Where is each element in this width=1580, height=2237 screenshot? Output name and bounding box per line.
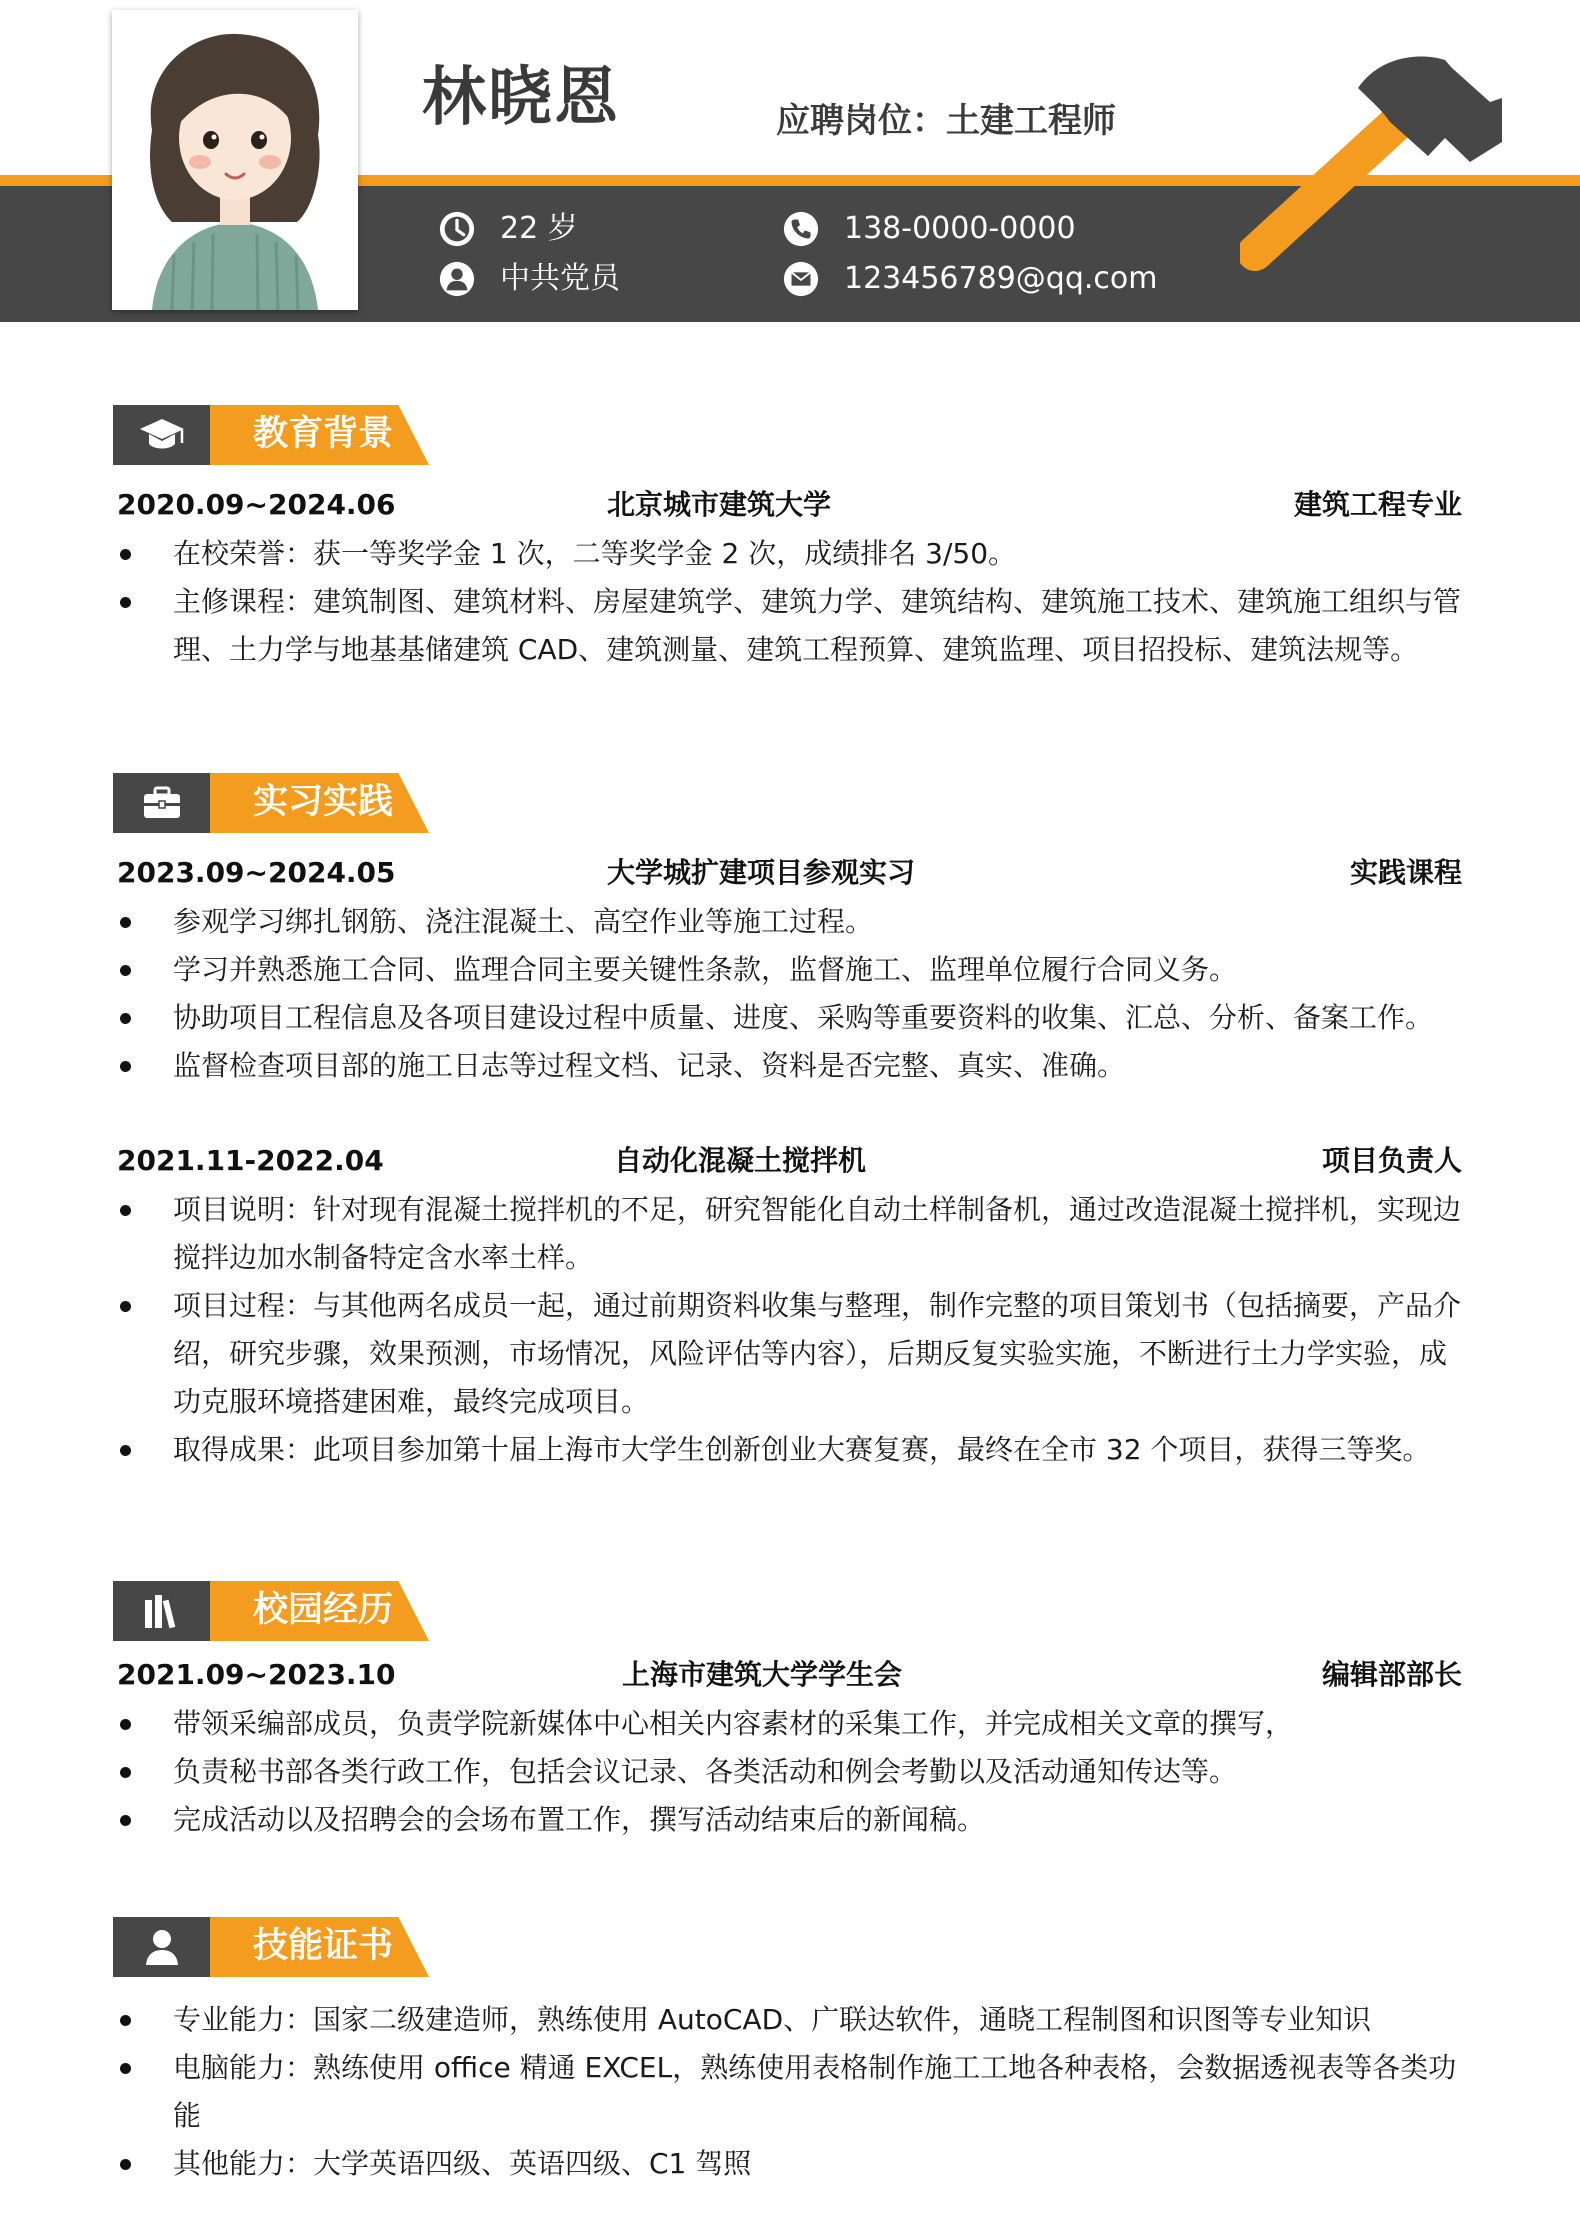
list-item: 协助项目工程信息及各项目建设过程中质量、进度、采购等重要资料的收集、汇总、分析、备案工作。 xyxy=(117,994,1472,1042)
list-item: 项目说明：针对现有混凝土搅拌机的不足，研究智能化自动土样制备机，通过改造混凝土搅拌机，实现边搅拌边加水制备特定含水率土样。 xyxy=(117,1186,1472,1282)
internship-role: 实践课程 xyxy=(1349,856,1462,889)
job-target: 应聘岗位：土建工程师 xyxy=(776,101,1116,141)
graduation-cap-icon xyxy=(138,415,186,455)
project-role: 项目负责人 xyxy=(1321,1144,1462,1177)
skills-heading xyxy=(113,1917,429,1977)
campus-period: 2021.09~2023.10 xyxy=(117,1658,396,1691)
list-item: 其他能力：大学英语四级、英语四级、C1 驾照 xyxy=(117,2140,1472,2188)
list-item: 主修课程：建筑制图、建筑材料、房屋建筑学、建筑力学、建筑结构、建筑施工技术、建筑施工组织与管理、土力学与地基基储建筑 CAD、建筑测量、建筑工程预算、建筑监理、项目招投标、建筑法规等。 xyxy=(117,578,1472,674)
education-heading xyxy=(113,405,429,465)
education-bullets xyxy=(117,530,1472,674)
list-item: 在校荣誉：获一等奖学金 1 次，二等奖学金 2 次，成绩排名 3/50。 xyxy=(117,530,1472,578)
list-item: 负责秘书部各类行政工作，包括会议记录、各类活动和例会考勤以及活动通知传达等。 xyxy=(117,1748,1472,1796)
campus-org: 上海市建筑大学学生会 xyxy=(622,1658,903,1691)
age-text: 22 岁 xyxy=(500,211,578,246)
campus-role: 编辑部部长 xyxy=(1321,1658,1462,1691)
avatar-illustration xyxy=(112,10,358,310)
education-entry-row xyxy=(117,487,1462,523)
project-name: 自动化混凝土搅拌机 xyxy=(614,1144,867,1177)
briefcase-icon xyxy=(142,785,182,821)
books-icon xyxy=(142,1592,182,1630)
skills-title: 技能证书 xyxy=(253,1926,394,1966)
internship-title: 实习实践 xyxy=(253,782,394,822)
clock-icon xyxy=(438,210,476,248)
phone-info xyxy=(782,210,1076,248)
project-bullets xyxy=(117,1186,1472,1474)
person-icon xyxy=(142,1927,182,1967)
phone-icon xyxy=(782,210,820,248)
list-item: 学习并熟悉施工合同、监理合同主要关键性条款，监督施工、监理单位履行合同义务。 xyxy=(117,946,1472,994)
list-item: 电脑能力：熟练使用 office 精通 EXCEL，熟练使用表格制作施工工地各种表格，会数据透视表等各类功能 xyxy=(117,2044,1472,2140)
email-text: 123456789@qq.com xyxy=(844,261,1158,296)
email-info xyxy=(782,260,1157,298)
resume-header xyxy=(0,0,1580,322)
internship-entry-row xyxy=(117,855,1462,891)
list-item: 带领采编部成员，负责学院新媒体中心相关内容素材的采集工作，并完成相关文章的撰写， xyxy=(117,1700,1472,1748)
phone-text: 138-0000-0000 xyxy=(844,211,1076,246)
mail-icon xyxy=(782,260,820,298)
internship-org: 大学城扩建项目参观实习 xyxy=(607,856,916,889)
candidate-name: 林晓恩 xyxy=(422,61,620,135)
campus-icon-box xyxy=(113,1581,210,1641)
list-item: 监督检查项目部的施工日志等过程文档、记录、资料是否完整、真实、准确。 xyxy=(117,1042,1472,1090)
campus-bullets xyxy=(117,1700,1472,1844)
project-entry-row xyxy=(117,1143,1462,1179)
skills-bullets xyxy=(117,1996,1472,2188)
campus-title: 校园经历 xyxy=(253,1590,394,1630)
user-icon xyxy=(438,260,476,298)
list-item: 项目过程：与其他两名成员一起，通过前期资料收集与整理，制作完整的项目策划书（包括摘要，产品介绍，研究步骤，效果预测，市场情况，风险评估等内容），后期反复实验实施，不断进行土力学实验，成功克服环境搭建困难，最终完成项目。 xyxy=(117,1282,1472,1426)
education-school: 北京城市建筑大学 xyxy=(607,488,832,521)
profile-photo xyxy=(112,10,358,310)
internship-bullets xyxy=(117,898,1472,1090)
list-item: 取得成果：此项目参加第十届上海市大学生创新创业大赛复赛，最终在全市 32 个项目，获得三等奖。 xyxy=(117,1426,1472,1474)
skills-icon-box xyxy=(113,1917,210,1977)
campus-heading xyxy=(113,1581,429,1641)
list-item: 完成活动以及招聘会的会场布置工作，撰写活动结束后的新闻稿。 xyxy=(117,1796,1472,1844)
internship-heading xyxy=(113,773,429,833)
education-icon-box xyxy=(113,405,210,465)
education-period: 2020.09~2024.06 xyxy=(117,488,396,521)
education-major: 建筑工程专业 xyxy=(1293,488,1462,521)
hammer-icon xyxy=(1240,48,1520,288)
internship-icon-box xyxy=(113,773,210,833)
campus-entry-row xyxy=(117,1657,1462,1693)
politics-info xyxy=(438,260,620,298)
education-title: 教育背景 xyxy=(253,414,394,454)
politics-text: 中共党员 xyxy=(500,261,620,296)
project-period: 2021.11-2022.04 xyxy=(117,1144,384,1177)
list-item: 参观学习绑扎钢筋、浇注混凝土、高空作业等施工过程。 xyxy=(117,898,1472,946)
list-item: 专业能力：国家二级建造师，熟练使用 AutoCAD、广联达软件，通晓工程制图和识图等专业知识 xyxy=(117,1996,1472,2044)
internship-period: 2023.09~2024.05 xyxy=(117,856,396,889)
age-info xyxy=(438,210,578,248)
